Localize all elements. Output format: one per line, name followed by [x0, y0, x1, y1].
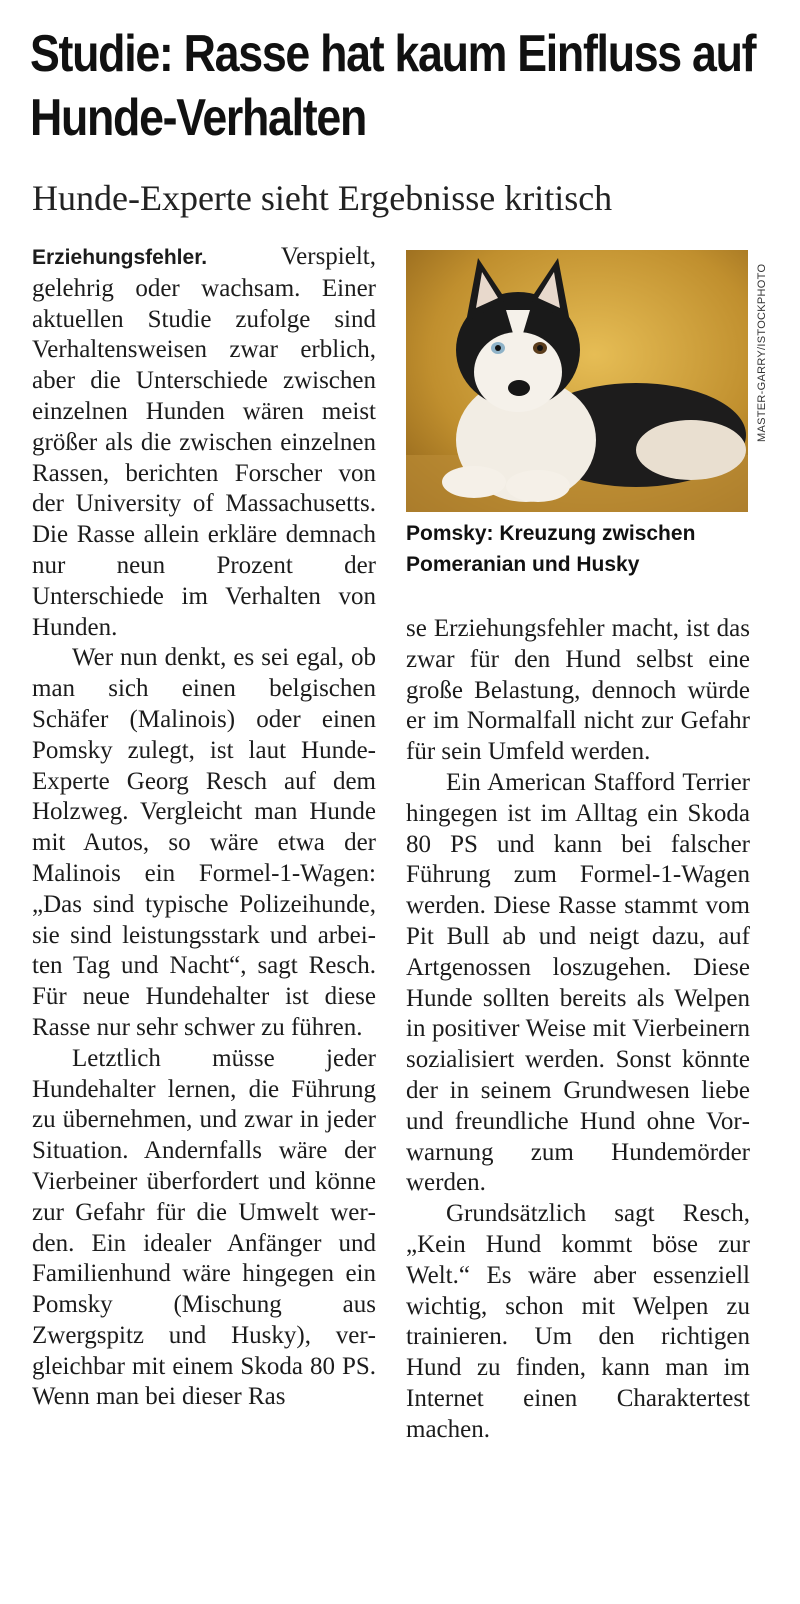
article-column-1 [32, 242, 376, 1413]
paragraph-text: Verspielt, gelehrig oder wachsam. Einer aktuellen Studie zufolge sind Verhaltensweisen zwar erblich, aber die Unterschiede zwischen einzelnen Hunden wären meist größer als die zwischen einzelnen Rassen, berichten Forscher von der University of Massachusetts. Die Rasse allein erkläre demnach nur neun Prozent der Unterschiede im Verhalten von Hunden. [32, 243, 376, 641]
puppy-photo [406, 250, 748, 512]
article-column-2 [406, 614, 750, 1446]
article-paragraph: Letztlich müsse jeder Hundehalter lernen, die Führung zu übernehmen, und zwar in jeder Situation. Andernfalls wäre der Vierbeiner überfordert und könne zur Gefahr für die Umwelt werden. Ein idealer Anfänger und Familienhund wäre hingegen ein Pomsky (Mischung aus Zwergspitz und Husky), vergleichbar mit einem Skoda 80 PS. Wenn man bei dieser Ras [32, 1044, 376, 1411]
article-paragraph: Ein American Stafford Terrier hingegen ist im Alltag ein Skoda 80 PS und kann bei falscher Führung zum Formel-1-Wagen werden. Diese Rasse stammt vom Pit Bull ab und neigt dazu, auf Artgenossen loszugehen. Diese Hunde sollten bereits als Welpen in positiver Weise mit Vierbeinern sozialisiert werden. Sonst könnte der in seinem Grundwesen liebe und freundliche Hund ohne Vorwarnung zum Hundemörder werden. [406, 768, 750, 1197]
article-paragraph [32, 242, 376, 643]
photo-caption: Pomsky: Kreuzung zwischen Pomeranian und Husky [406, 522, 696, 576]
article-paragraph: Wer nun denkt, es sei egal, ob man sich einen belgischen Schäfer (Malinois) oder einen Pomsky zulegt, ist laut Hunde-Experte Georg Resch auf dem Holzweg. Vergleicht man Hunde mit Autos, so wäre etwa der Malinois ein Formel-1-Wagen: „Das sind typische Polizeihunde, sie sind leistungsstark und arbeiten Tag und Nacht“, sagt Resch. Für neue Hundehalter ist diese Rasse nur sehr schwer zu führen. [32, 644, 376, 1041]
subheadline: Hunde-Experte sieht Ergebnisse kritisch [32, 178, 613, 218]
article-paragraph: Grundsätzlich sagt Resch, „Kein Hund kommt böse zur Welt.“ Es wäre aber essenziell wichtig, schon mit Welpen zu trainieren. Um den richtigen Hund zu finden, kann man im Internet einen Charaktertest machen. [406, 1200, 750, 1443]
lead-word: Erziehungsfehler. [32, 246, 208, 269]
photo-credit: MASTER-GARRY/ISTOCKPHOTO [756, 263, 768, 442]
article-paragraph: se Erziehungsfehler macht, ist das zwar für den Hund selbst eine große Belastung, dennoch würde er im Normalfall nicht zur Gefahr für sein Umfeld werden. [406, 615, 750, 766]
husky-puppy-illustration [406, 250, 748, 512]
headline: Studie: Rasse hat kaum Einfluss auf Hunde-Verhalten [30, 25, 756, 147]
